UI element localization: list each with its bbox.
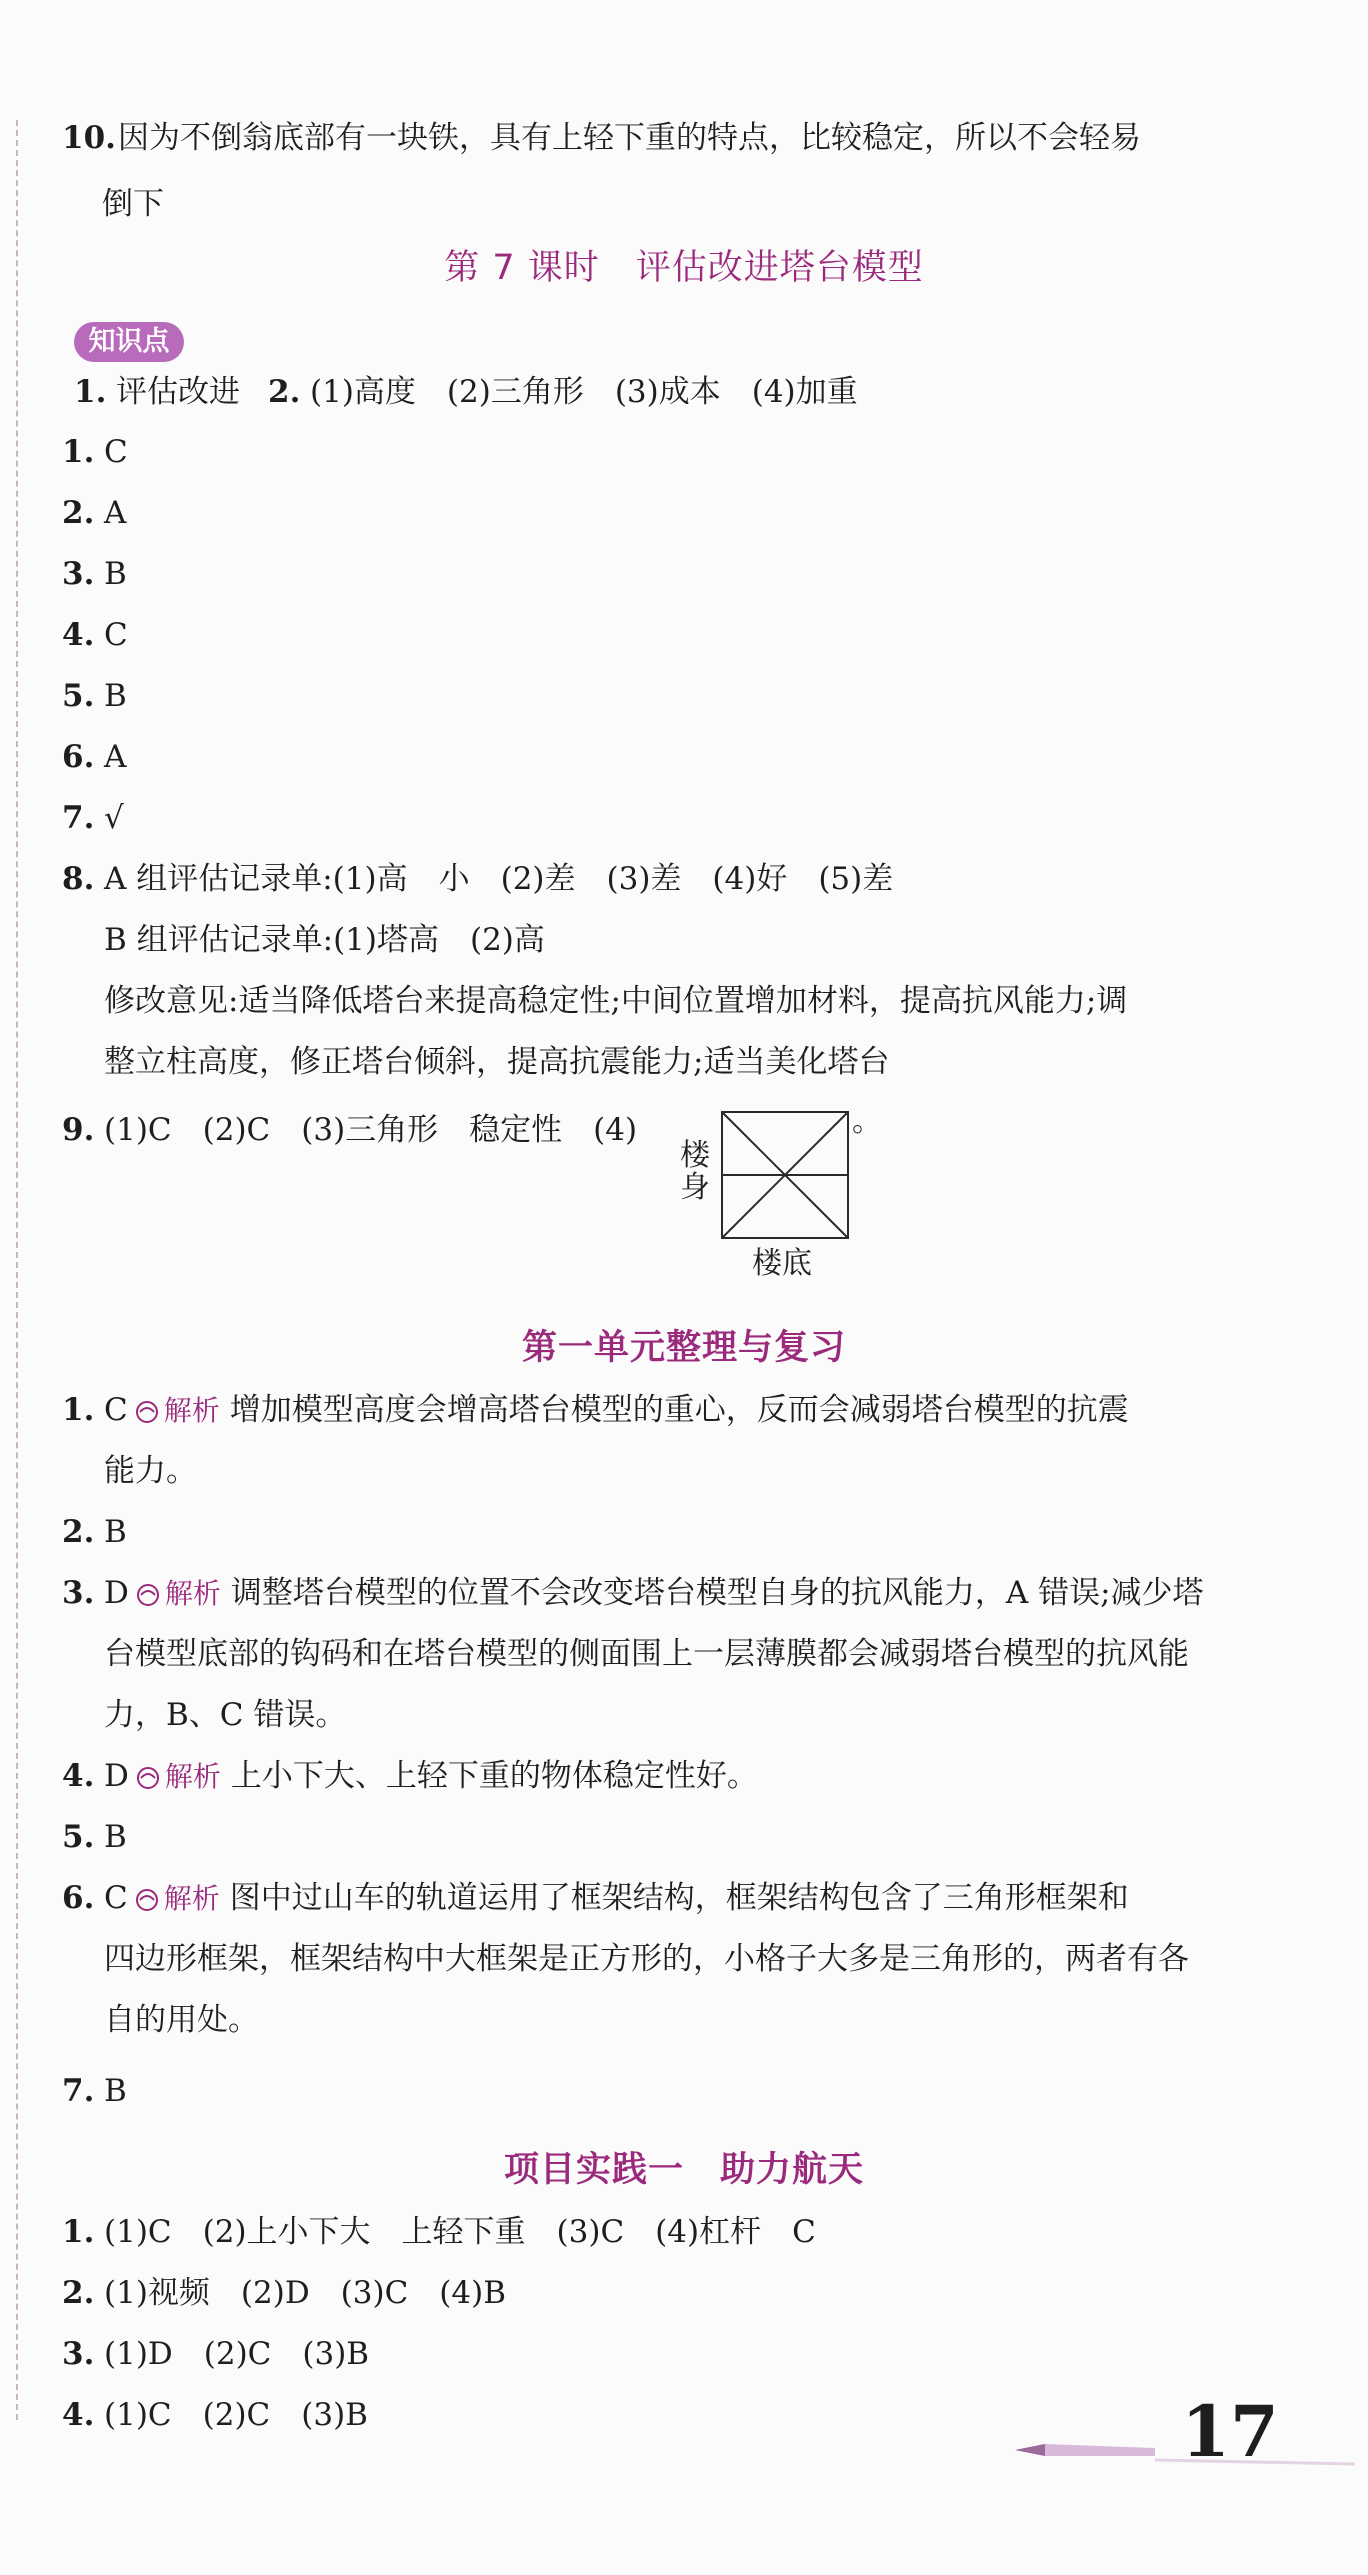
answer-line: 2. A bbox=[62, 495, 127, 531]
answer-line: 7. B bbox=[62, 2073, 127, 2109]
page-number: 17 bbox=[1181, 2390, 1279, 2473]
section-title: 项目实践一 助力航天 bbox=[503, 2150, 864, 2190]
period-mark: 。 bbox=[852, 1104, 882, 1139]
answer-line: 1. C 解析 增加模型高度会增高塔台模型的重心，反而会减弱塔台模型的抗震 bbox=[62, 1392, 1129, 1428]
answer-line: 8. A 组评估记录单:(1)高 小 (2)差 (3)差 (4)好 (5)差 bbox=[62, 861, 894, 897]
answer-line-continuation: B 组评估记录单:(1)塔高 (2)高 bbox=[104, 922, 545, 958]
answer-line-continuation: 修改意见:适当降低塔台来提高稳定性;中间位置增加材料，提高抗风能力;调 bbox=[104, 983, 1128, 1019]
building-diagram bbox=[680, 1104, 910, 1300]
answer-line: 6. C 解析 图中过山车的轨道运用了框架结构，框架结构包含了三角形框架和 bbox=[62, 1880, 1129, 1916]
knowledge-badge: 知识点 bbox=[74, 322, 184, 362]
knowledge-answers: 1. 评估改进 2. (1)高度 (2)三角形 (3)成本 (4)加重 bbox=[74, 374, 858, 410]
margin-dashed-line bbox=[16, 120, 18, 2420]
answer-line-continuation: 倒下 bbox=[102, 186, 164, 222]
question-number: 10. bbox=[62, 120, 116, 156]
answer-line: 4. D 解析 上小下大、上轻下重的物体稳定性好。 bbox=[62, 1758, 758, 1794]
section-title: 第一单元整理与复习 bbox=[521, 1328, 846, 1368]
analysis-icon bbox=[134, 1400, 160, 1424]
answer-line: 5. B bbox=[62, 678, 127, 714]
answer-line-continuation: 四边形框架，框架结构中大框架是正方形的，小格子大多是三角形的，两者有各 bbox=[104, 1941, 1189, 1977]
analysis-icon bbox=[135, 1766, 161, 1790]
answer-line: 6. A bbox=[62, 739, 127, 775]
analysis-icon bbox=[135, 1583, 161, 1607]
answer-line: 3. B bbox=[62, 556, 127, 592]
answer-line: 2. (1)视频 (2)D (3)C (4)B bbox=[62, 2275, 507, 2311]
answer-line: 10.因为不倒翁底部有一块铁，具有上轻下重的特点，比较稳定，所以不会轻易 bbox=[62, 120, 1141, 156]
answer-line: 2. B bbox=[62, 1514, 127, 1550]
lesson-title: 第 7 课时 评估改进塔台模型 bbox=[444, 248, 924, 288]
analysis-icon bbox=[134, 1888, 160, 1912]
answer-line: 5. B bbox=[62, 1819, 127, 1855]
answer-line: 9. (1)C (2)C (3)三角形 稳定性 (4) bbox=[62, 1112, 638, 1148]
answer-line-continuation: 整立柱高度，修正塔台倾斜，提高抗震能力;适当美化塔台 bbox=[104, 1044, 890, 1080]
answer-line: 4. (1)C (2)C (3)B bbox=[62, 2397, 368, 2433]
answer-line-continuation: 能力。 bbox=[104, 1453, 197, 1489]
answer-line-continuation: 台模型底部的钩码和在塔台模型的侧面围上一层薄膜都会减弱塔台模型的抗风能 bbox=[104, 1636, 1189, 1672]
label-building-base: 楼底 bbox=[752, 1246, 812, 1281]
answer-line: 1. (1)C (2)上小下大 上轻下重 (3)C (4)杠杆 C bbox=[62, 2214, 816, 2250]
answer-line-continuation: 力，B、C 错误。 bbox=[104, 1697, 347, 1733]
answer-line-continuation: 自的用处。 bbox=[104, 2002, 259, 2038]
answer-line: 3. (1)D (2)C (3)B bbox=[62, 2336, 370, 2372]
label-building-body: 楼身 bbox=[680, 1138, 710, 1205]
answer-line: 4. C bbox=[62, 617, 128, 653]
answer-line: 1. C bbox=[62, 434, 128, 470]
answer-line: 7. √ bbox=[62, 800, 124, 836]
answer-line: 3. D 解析 调整塔台模型的位置不会改变塔台模型自身的抗风能力，A 错误;减少塔 bbox=[62, 1575, 1204, 1611]
